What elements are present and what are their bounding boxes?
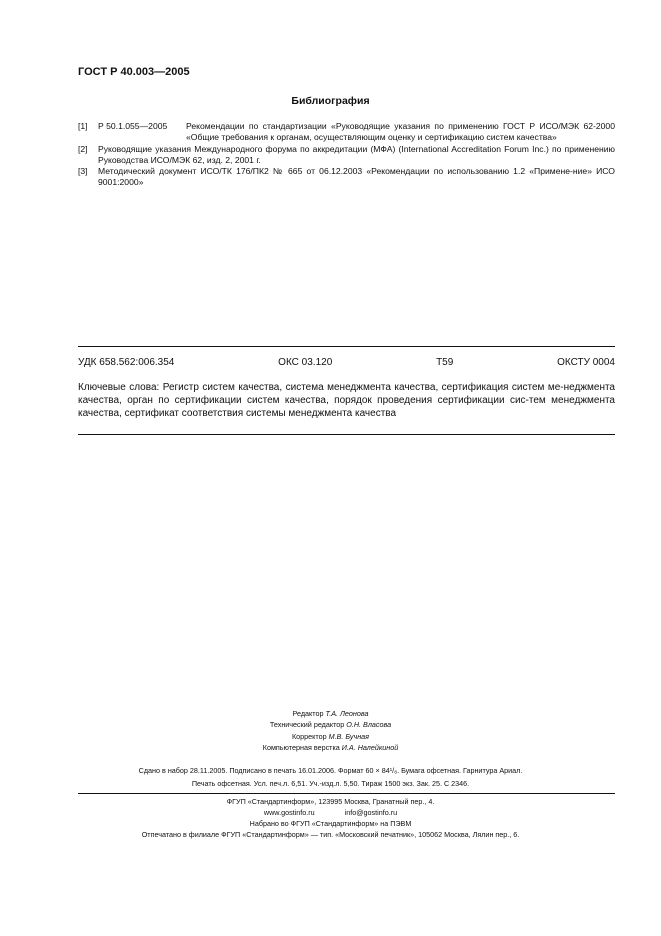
tech-data-block [0, 765, 661, 790]
layout-line: Компьютерная верстка И.А. Налейкиной [262, 742, 399, 752]
bibliography-entry [78, 166, 615, 189]
entry-text: Руководящие указания Международного форума по аккредитации (МФА) (International Accreditation Forum Inc.) по применению Руководства ИСО/МЭК 62, изд. 2, 2001 г. [98, 143, 615, 165]
credits-block [0, 708, 661, 753]
publisher-line-1: ФГУП «Стандартинформ», 123995 Москва, Гранатный пер., 4. [226, 797, 435, 806]
tech-line-1: Сдано в набор 28.11.2005. Подписано в печать 16.01.2006. Формат 60 × 84¹/₈. Бумага офсетная. Гарнитура Ариал. [138, 766, 523, 775]
imprint-divider [78, 793, 615, 794]
group-code: Т59 [436, 357, 454, 368]
entry-code: Р 50.1.055—2005 [98, 121, 168, 131]
editor-name: Т.А. Леонова [325, 709, 369, 718]
bibliography-title: Библиография [291, 95, 370, 107]
classification-row [78, 357, 615, 368]
bottom-divider [78, 434, 615, 435]
entry-text: Рекомендации по стандартизации «Руководящие указания по применению ГОСТ Р ИСО/МЭК 62-2000 «Общие требования к органам, осуществляющим оценку и сертификацию систем качества» [186, 121, 615, 143]
editor-line: Редактор Т.А. Леонова [292, 709, 369, 718]
tech-editor-line: Технический редактор О.Н. Власова [269, 720, 392, 730]
keywords: Ключевые слова: Регистр систем качества, система менеджмента качества, сертификация систем ме-неджмента качества, орган по сертификации систем качества, порядок проведения сертификации сис-тем менеджмента качества, сертификат соответствия системы менеджмента качества [78, 382, 615, 419]
bibliography-entry [78, 121, 615, 144]
entry-text: Методический документ ИСО/ТК 176/ПК2 № 665 от 06.12.2003 «Рекомендации по использованию 1.2 «Примене-ние» ИСО 9001:2000» [98, 166, 615, 188]
document-id: ГОСТ Р 40.003—2005 [78, 66, 190, 78]
entry-number: [1] [78, 121, 88, 131]
udc-code: УДК 658.562:006.354 [78, 357, 175, 368]
bibliography-entry [78, 144, 615, 167]
proofreader-line: Корректор М.В. Бучная [291, 731, 369, 741]
tech-line-2: Печать офсетная. Усл. печ.л. 6,51. Уч.-изд.л. 5,50. Тираж 1500 экз. Зак. 25. С 2346. [191, 778, 470, 788]
email-link[interactable]: info@gostinfo.ru [344, 808, 398, 817]
oks-code: ОКС 03.120 [278, 357, 333, 368]
top-divider [78, 346, 615, 347]
layout-name: И.А. Налейкиной [341, 742, 399, 752]
publisher-line-4: Отпечатано в филиале ФГУП «Стандартинформ» — тип. «Московский печатник», 105062 Москва, Лялин пер., 6. [141, 830, 520, 839]
entry-number: [2] [78, 143, 88, 154]
website-link[interactable]: www.gostinfo.ru [263, 808, 315, 817]
publisher-contacts [0, 807, 661, 818]
bibliography-list [78, 121, 615, 189]
publisher-block [0, 796, 661, 840]
proofreader-name: М.В. Бучная [328, 731, 369, 741]
tech-editor-name: О.Н. Власова [346, 720, 392, 730]
okstu-code: ОКСТУ 0004 [557, 357, 615, 368]
entry-number: [3] [78, 166, 88, 177]
publisher-line-3: Набрано во ФГУП «Стандартинформ» на ПЭВМ [249, 819, 412, 828]
